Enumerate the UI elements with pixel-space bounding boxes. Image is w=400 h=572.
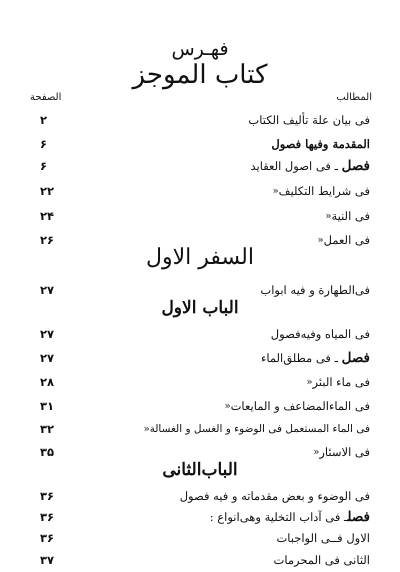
entry-title: فصلـ فی آداب التخلیة وهی‌انواع : xyxy=(209,509,370,525)
quote-mark: « xyxy=(272,185,279,197)
entry-title: فی الماءالمضاعف و المایعات xyxy=(230,399,370,413)
page-number: ۳۵ xyxy=(40,445,55,459)
toc-entry xyxy=(40,156,370,176)
toc-entry xyxy=(40,419,370,439)
page-number: ۳۱ xyxy=(40,399,55,413)
entry-title: فی الاسئار xyxy=(319,445,370,459)
quote-mark: « xyxy=(306,376,313,388)
page-number: ۶ xyxy=(40,159,48,173)
entry-title: فی‌الطهارة و فیه ابواب xyxy=(260,283,370,297)
entry-title: فی شرایط التکلیف xyxy=(278,184,370,198)
page-number: ۲۶ xyxy=(40,233,55,247)
page-number: ۲۲ xyxy=(40,184,55,198)
toc-entry xyxy=(40,348,370,368)
page-number: ۳۲ xyxy=(40,422,55,436)
book-title: كتاب الموجز xyxy=(132,60,268,90)
page-number: ۳۶ xyxy=(40,510,55,524)
entry-title: الثانی فی المحرمات xyxy=(273,553,370,567)
fasl-label: فصل xyxy=(347,509,370,525)
entry-title: فی ماء البئر xyxy=(312,375,370,389)
page-number: ۲۷ xyxy=(40,283,55,297)
toc-entry xyxy=(40,110,370,130)
toc-entry xyxy=(40,550,370,570)
toc-entry xyxy=(40,396,370,416)
page-column-header: الصفحة xyxy=(30,92,62,103)
toc-entry xyxy=(40,324,370,344)
page-number: ۶ xyxy=(40,137,48,151)
toc-entry xyxy=(40,486,370,506)
page-number: ۲۷ xyxy=(40,327,55,341)
toc-entry xyxy=(40,442,370,462)
quote-mark: « xyxy=(313,446,320,458)
fasl-label: فصل xyxy=(341,350,370,366)
toc-entry xyxy=(40,134,370,154)
chapter-heading: الباب الاول xyxy=(161,298,239,318)
toc-entry xyxy=(40,372,370,392)
entry-title: فی النیة xyxy=(331,209,370,223)
entry-title: فی العمل xyxy=(323,233,370,247)
page-number: ۲۷ xyxy=(40,351,55,365)
page-number: ۲۴ xyxy=(40,209,55,223)
quote-mark: « xyxy=(325,210,332,222)
quote-mark: « xyxy=(317,234,324,246)
page-number: ۲ xyxy=(40,113,48,127)
toc-entry xyxy=(40,507,370,527)
page-number: ۳۶ xyxy=(40,489,55,503)
page-number: ۳۷ xyxy=(40,553,55,567)
entry-title: فی الماء المستعمل فی الوضوء و الغسل و الغسالة xyxy=(149,423,370,435)
quote-mark: « xyxy=(143,423,150,435)
entry-title: فصل ـ فی اصول العقاید xyxy=(250,158,370,174)
page-number: ۲۸ xyxy=(40,375,55,389)
entry-title: فی الوضوء و بعض مقدماته و فیه فصول xyxy=(179,489,370,503)
entry-title: الاول فــی الواجبات xyxy=(276,531,370,545)
toc-entry xyxy=(40,528,370,548)
entry-title: فی المیاه وفیه‌فصول xyxy=(270,327,370,341)
chapter-heading: الباب‌الثانی xyxy=(162,460,238,480)
quote-mark: « xyxy=(224,400,231,412)
toc-entry xyxy=(40,280,370,300)
section-heading: السفر الاول xyxy=(146,245,254,270)
index-heading: فهـرس xyxy=(171,38,229,60)
entry-title: فصل ـ فی مطلق‌الماء xyxy=(260,350,370,366)
entry-title: فی بیان علة تألیف الکتاب xyxy=(248,113,370,127)
fasl-label: فصل xyxy=(341,158,370,174)
page-number: ۳۶ xyxy=(40,531,55,545)
topics-column-header: المطالب xyxy=(336,92,372,103)
toc-entry xyxy=(40,206,370,226)
entry-title: المقدمة وفیها فصول xyxy=(271,137,370,151)
toc-entry xyxy=(40,181,370,201)
